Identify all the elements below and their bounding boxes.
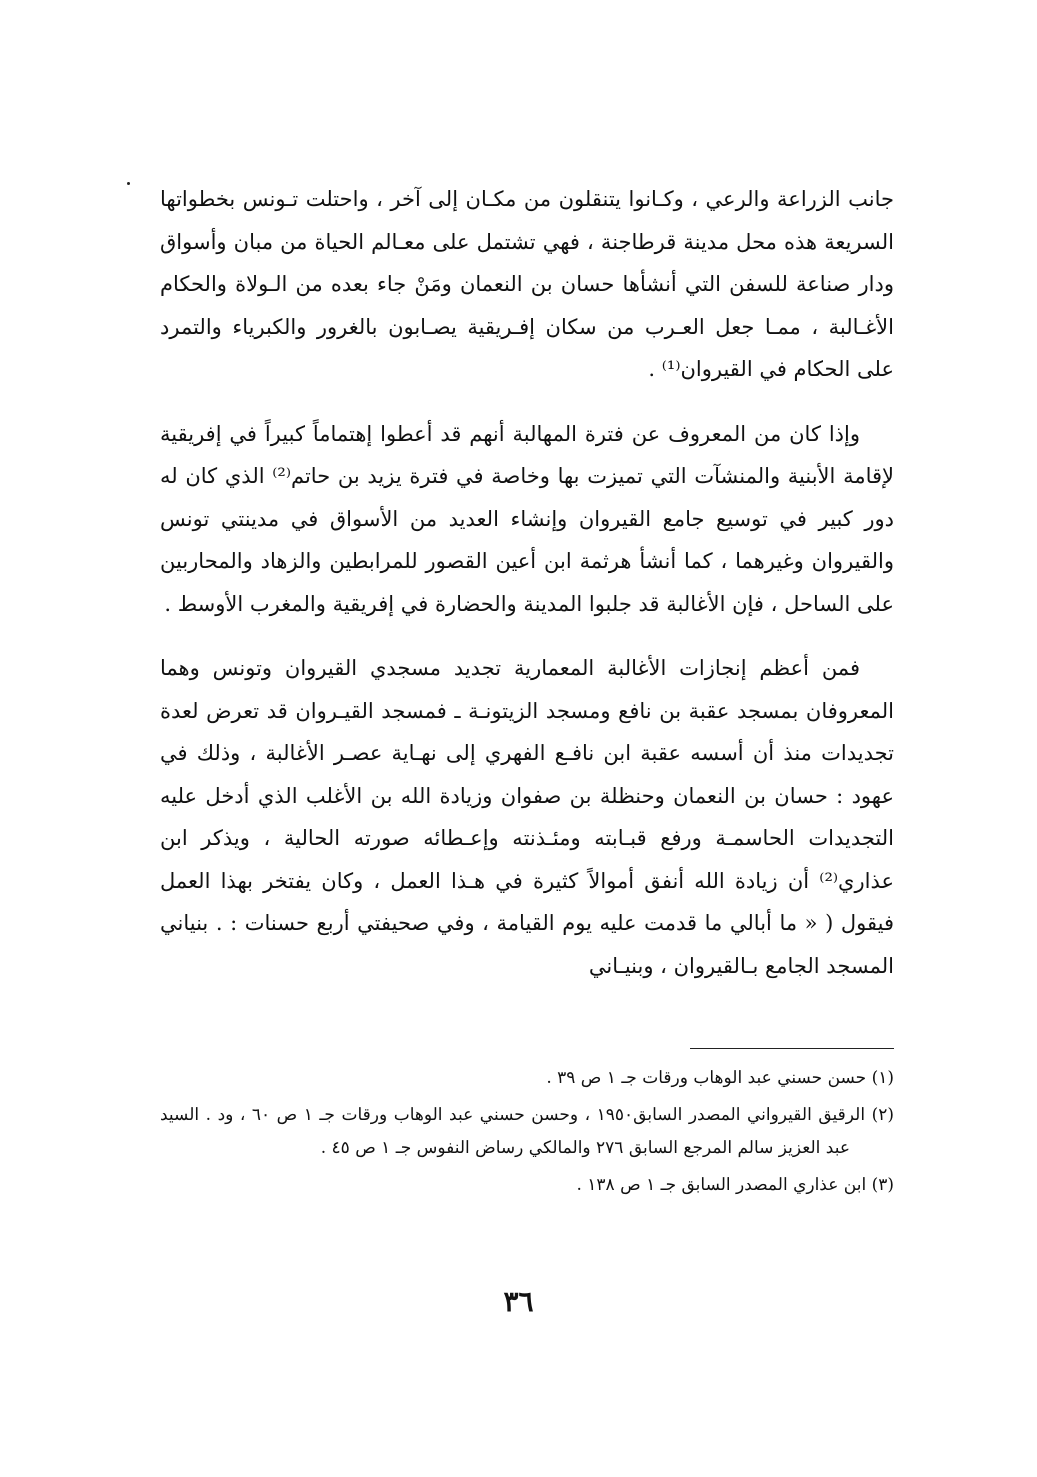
footnote-3: (٣) ابن عذاري المصدر السابق جـ ١ ص ١٣٨ . [576, 1175, 894, 1195]
footnote-separator [690, 1048, 894, 1049]
footnote-1: (١) حسن حسني عبد الوهاب ورقات جـ ١ ص ٣٩ . [546, 1068, 894, 1088]
footnotes [160, 1062, 894, 1206]
page-number: ٣٦ [503, 1285, 534, 1318]
paragraph-1: جانب الزراعة والرعي ، وكـانوا يتنقلون من مكـان إلى آخر ، واحتلت تـونس بخطواتها السريعة هذه محل مدينة قرطاجنة ، فهي تشتمل على معـالم الحياة من مبان وأسواق ودار صناعة للسفن التي أنشأها حسان بن النعمان ومَنْ جاء بعده من الـولاة والحكام الأغـالبة ، ممـا جعل العـرب من سكان إفـريقية يصـابون بالغرور والكبرياء والتمرد على الحكام في القيروان⁽¹⁾ . [160, 187, 894, 381]
paragraph-3: فمن أعظم إنجازات الأغالبة المعمارية تجديد مسجدي القيروان وتونس وهما المعروفان بمسجد عقبة بن نافع ومسجد الزيتونـة ـ فمسجد القيـروان قد تعرض لعدة تجديدات منذ أن أسسه عقبة ابن نافـع الفهري إلى نهـاية عصـر الأغالبة ، وذلك في عهود : حسان بن النعمان وحنظلة بن صفوان وزيادة الله بن الأغلب الذي أدخل عليه التجديدات الحاسمـة ورفع قبـابته ومئـذنته وإعـطائه صورته الحالية ، ويذكر ابن عذاري⁽²⁾ أن زيادة الله أنفق أموالاً كثيرة في هـذا العمل ، وكان يفتخر بهذا العمل فيقول ( « ما أبالي ما قدمت عليه يوم القيامة ، وفي صحيفتي أربع حسنات : . بنياني المسجد الجامع بـالقيروان ، وبنيـاني [160, 656, 894, 978]
paragraph-2: وإذا كان من المعروف عن فترة المهالبة أنهم قد أعطوا إهتماماً كبيراً في إفريقية لإقامة الأبنية والمنشآت التي تميزت بها وخاصة في فترة يزيد بن حاتم⁽²⁾ الذي كان له دور كبير في توسيع جامع القيروان وإنشاء العديد من الأسواق في مدينتي تونس والقيروان وغيرهما ، كما أنشأ هرثمة ابن أعين القصور للمرابطين والزهاد والمحاربين على الساحل ، فإن الأغالبة قد جلبوا المدينة والحضارة في إفريقية والمغرب الأوسط . [160, 421, 894, 616]
footnote-2: (٢) الرقيق القيرواني المصدر السابق١٩٥٠ ، وحسن حسني عبد الوهاب ورقات جـ ١ ص ٦٠ ، ود . السيد عبد العزيز سالم المرجع السابق ٢٧٦ والمالكي رساض النفوس جـ ١ ص ٤٥ . [160, 1105, 894, 1158]
main-text [160, 178, 894, 987]
ink-speck [127, 182, 130, 185]
